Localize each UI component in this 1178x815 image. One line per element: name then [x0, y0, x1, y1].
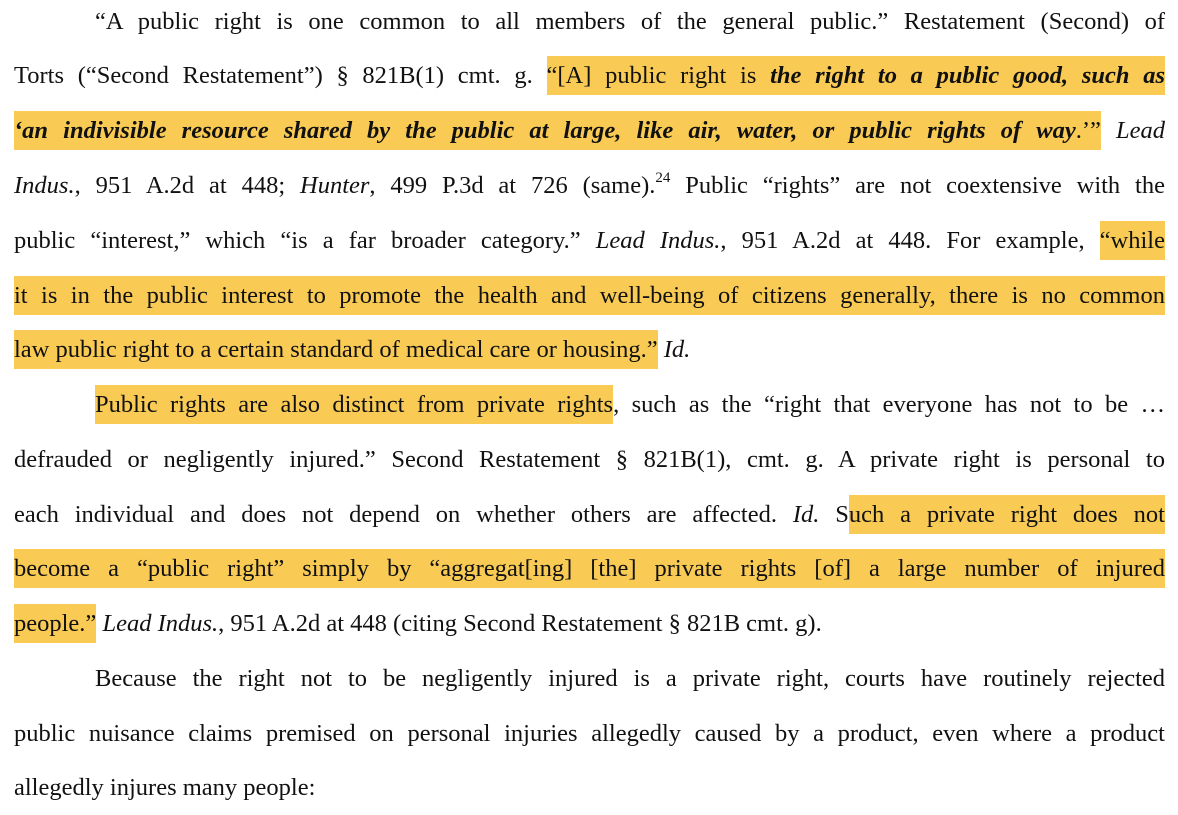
paragraph-1-line-2: Torts (“Second Restatement”) § 821B(1) cmt. g. “[A] public right is the right to a public good, such as [14, 48, 1165, 103]
paragraph-1-line-1: “A public right is one common to all members of the general public.” Restatement (Second) of [95, 8, 1165, 35]
paragraph-1-line-6 [14, 268, 1165, 323]
paragraph-1-line-4: Indus., 951 A.2d at 448; Hunter, 499 P.3d at 726 (same).$^{24}$ Public “rights” are not coextensive with the [14, 169, 1165, 199]
paragraph-1-line-3 [14, 103, 1165, 158]
highlight: “[A] public right is the right to a public good, such as [547, 56, 1166, 95]
footnote-marker[interactable]: 24 [655, 169, 671, 186]
highlight: law public right to a certain standard of medical care or housing.” [14, 330, 658, 369]
citation-name: Lead Indus. [102, 610, 219, 637]
citation-name: Id. [663, 336, 691, 363]
highlight: people.” [14, 604, 96, 643]
highlight: become a “public right” simply by “aggregat[ing] [the] private rights [of] a large number of injured [14, 549, 1165, 588]
citation-name: Lead Indus. [595, 227, 721, 254]
emphasis-text: ‘an indivisible resource shared by the public at large, like air, water, or public rights of way [14, 117, 1076, 144]
paragraph-2-line-2: defrauded or negligently injured.” Second Restatement § 821B(1), cmt. g. A private right is personal to [14, 446, 1165, 473]
highlight: uch a private right does not [849, 495, 1165, 534]
paragraph-3-line-1: Because the right not to be negligently injured is a private right, courts have routinely rejected [95, 665, 1165, 692]
citation-name: Hunter [300, 172, 370, 199]
paragraph-2-line-4 [14, 541, 1165, 596]
paragraph-1-line-5: public “interest,” which “is a far broader category.” Lead Indus., 951 A.2d at 448. For example, “while [14, 213, 1165, 268]
highlight: “while [1100, 221, 1165, 260]
emphasis-text: the right to a public good, such as [770, 62, 1165, 89]
highlight: it is in the public interest to promote the health and well-being of citizens generally, there is no common [14, 276, 1165, 315]
paragraph-3-line-3: allegedly injures many people: [14, 774, 316, 801]
paragraph-2-line-3: each individual and does not depend on whether others are affected. Id. Such a private right does not [14, 487, 1165, 542]
citation-name: Id. [792, 501, 820, 528]
highlight: ‘an indivisible resource shared by the public at large, like air, water, or public rights of way.’” [14, 111, 1101, 150]
citation-name: Lead [1116, 117, 1166, 144]
highlight: Public rights are also distinct from private rights [95, 385, 613, 424]
paragraph-2-line-5: people.” Lead Indus., 951 A.2d at 448 (citing Second Restatement § 821B cmt. g). [14, 596, 1165, 651]
paragraph-1-line-7 [14, 322, 1165, 377]
paragraph-2-line-1: Public rights are also distinct from private rights, such as the “right that everyone has not to be … [14, 377, 1165, 432]
citation-name: Indus. [14, 172, 75, 199]
paragraph-3-line-2: public nuisance claims premised on personal injuries allegedly caused by a product, even where a product [14, 720, 1165, 747]
